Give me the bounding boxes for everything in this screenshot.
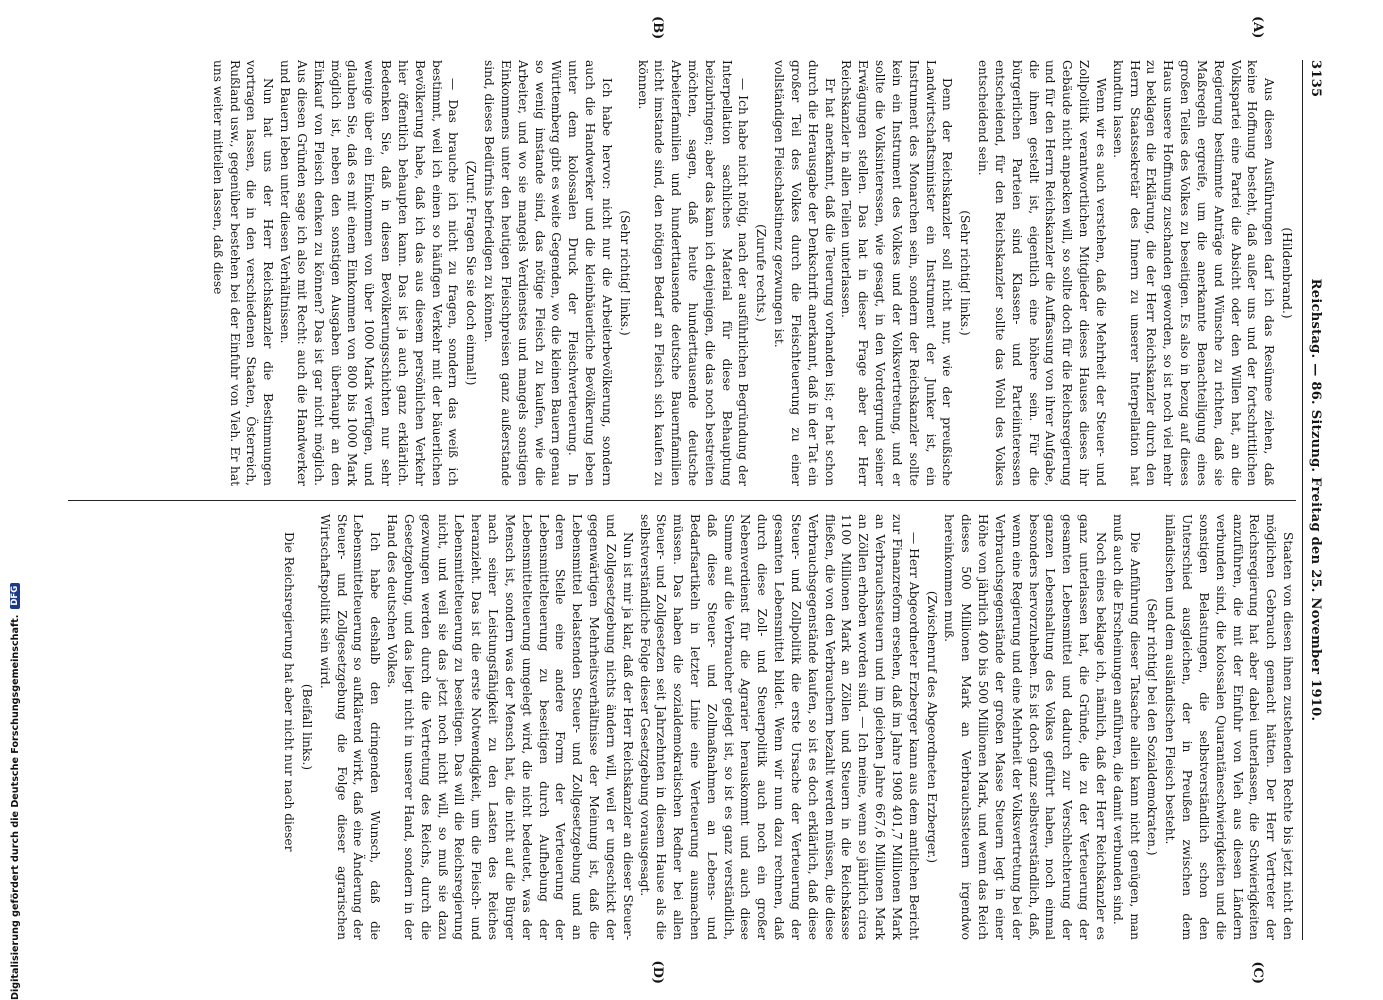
margin-marker-b: (B) bbox=[650, 16, 665, 40]
paragraph: — Das brauche ich nicht zu fragen, sondern das weiß ich bestimmt, weil ich einen so häufigen Verkehr mit der bäuerlichen Bevölkerung habe, daß ich das aus diesem persönlichen Verkehr hier öffentlich behaupten kann. Das ist ja auch ganz erklärlich. Bedenken Sie, daß in diesen Bevölkerungsschichten nur sehr wenige über ein Einkommen von über 1000 Mark verfügen, und glauben Sie, daß es mit einem Einkommen von 800 bis 1000 Mark möglich ist, neben den sonstigen Ausgaben überhaupt an den Einkauf von Fleisch denken zu können? Das ist gar nicht möglich. Aus diesen Gründen sage ich also mit Recht: auch die Handwerker und Bauern leben unter diesen Verhältnissen. bbox=[278, 60, 461, 486]
page-header bbox=[1302, 60, 1327, 940]
dfg-logo: DFG bbox=[10, 583, 20, 609]
interjection: (Sehr richtig! links.) bbox=[958, 210, 973, 336]
paragraph: Ich habe hervor: nicht nur die Arbeiterbevölkerung, sondern auch die Handwerker und die kleinbäuerliche Bevölkerung leben unter dem kolossalen Druck der Fleischverteuerung. In Württemberg gibt es weite Gegenden, wo die kleinen Bauern genau so wenig imstande sind, das nötige Fleisch zu kaufen, wie die Arbeiter, und wo sie mangels Verdienstes und mangels sonstigen Einkommens unter den heutigen Fleischpreisen ganz außerstande sind, dieses Bedürfnis befriedigen zu können. bbox=[482, 60, 614, 486]
paragraph: Ich habe deshalb den dringenden Wunsch, daß die Lebensmittelteuerung so aufklärend wirkt, daß eine Änderung der Steuer- und Zollgesetzgebung die Folge dieser agrarischen Wirtschaftspolitik sein wird. bbox=[317, 514, 383, 940]
margin-marker-d: (D) bbox=[650, 960, 665, 984]
interjection: (Sehr richtig! links.) bbox=[617, 210, 632, 336]
paragraph: Aus diesen Ausführungen darf ich das Resümee ziehen, daß keine Hoffnung besteht, daß außer uns und der fortschrittlichen Volkspartei eine Partei die Absicht oder den Willen hat, an die Regierung bestimmte Anträge und Wünsche zu richten, daß sie Maßregeln ergreife, um die anerkannte Benachteiligung eines großen Teiles des Volkes zu beseitigen. Es also in bezug auf dieses Haus unsere Hoffnung zuschanden geworden, so ist noch viel mehr zu beklagen die Erklärung, die der Herr Reichskanzler durch den Herrn Staatssekretär des Innern zu unserer Interpellation hat kundtun lassen. bbox=[1110, 60, 1277, 486]
credit-text: Digitalisierung gefördert durch die Deutsche Forschungsgemeinschaft. bbox=[10, 614, 21, 1000]
interjection: (Hildenbrand.) bbox=[1280, 227, 1294, 319]
paragraph: Nun ist mir ja klar, daß der Herr Reichskanzler an dieser Steuer- und Zollgesetzgebung nichts ändern will, weil er ungeschickt der gegenwärtigen Mehrheitsverhältnisse der Meinung ist, daß die Lebensmittel belastenden Steuer- und Zollgesetzgebung und an deren Stelle eine andere Form der Verteuerung der Lebensmittelteuerung zu beseitigen durch Aufhebung der Lebensmittelteuerung umgelegt wird, die nicht bedeutet, was der Mensch ist, sondern was der Mensch hat, die nicht auf die Bürger nach seiner Leistungsfähigkeit zu den Lasten des Reiches heranzieht. Das ist die erste Notwendigkeit, um die Fleisch- und Lebensmittelteuerung zu beseitigen. Das will die Reichsregierung nicht, und weil sie das jetzt noch nicht will, so muß sie dazu gezwungen werden durch die Vertretung des Reichs, durch die Gesetzgebung, und das liegt nicht in unserer Hand, sondern in der Hand des deutschen Volkes. bbox=[385, 514, 635, 940]
digitization-credit bbox=[10, 0, 21, 1000]
interjection: (Zuruf: Fragen Sie sie doch einmal!) bbox=[464, 160, 479, 386]
paragraph: Denn der Reichskanzler soll nicht nur, wie der preußische Landwirtschaftsminister ein Instrument der Junker ist, ein Instrument des Monarchen sein, sondern der Reichskanzler sollte kein ein Instrument des Volkes und der Volksvertretung, und er sollte die Volksinteressen, wie gesagt, in den Vordergrund seiner Erwägungen stellen. Das hat in dieser Frage aber der Herr Reichskanzler in allen Teilen unterlassen. bbox=[839, 60, 955, 486]
margin-marker-a: (A) bbox=[1250, 16, 1265, 39]
page-number: 3135 bbox=[1308, 60, 1323, 98]
margin-marker-c: (C) bbox=[1250, 961, 1265, 984]
paragraph: Staaten von diesen ihnen zustehenden Rechte bis jetzt nicht den möglichen Gebrauch gemacht hätten. Der Herr Vertreter der Reichsregierung hat aber dabei unterlassen, die Schwierigkeiten anzuführen, die mit der Einfuhr von Vieh aus diesen Ländern verbunden sind, die kolossalen Quarantäneschwierigkeiten und die sonstigen Belastungen, die selbstverständlich schon den Unterschied ausgleichen, der in Preußen zwischen dem inländischen und dem ausländischen Fleisch besteht. bbox=[1163, 514, 1295, 940]
text-columns bbox=[68, 16, 1296, 984]
right-column bbox=[68, 514, 1296, 940]
paragraph: Er hat anerkannt, daß die Teuerung vorhanden ist; er hat schon durch die Herausgabe der Denkschrift anerkannt, daß in der Tat ein großer Teil des Volkes durch die Fleischteuerung zu einer vollständigen Fleischabstinenz gezwungen ist. bbox=[772, 60, 837, 486]
paragraph: Die Anführung dieser Tatsache allein kann nicht genügen, man muß auch die Erscheinungen anführen, die damit verbunden sind. bbox=[1110, 514, 1142, 940]
interjection: (Sehr richtig! bei den Sozialdemokraten.) bbox=[1145, 598, 1160, 856]
paragraph: Wenn wir es auch verstehen, daß die Mehrheit der Steuer- und Zollpolitik verantwortlichen Mitglieder dieses Hauses dieses ihr Gebäude nicht anpacken will, so sollte doch für die Reichsregierung und für den Herrn Reichskanzler die Auffassung von ihrer Aufgabe, die ihnen gestellt ist, eigentlich eine höhere sein. Für die bürgerlichen Parteien sind Klassen- und Parteiinteressen entscheidend, für den Reichskanzler sollte das Wohl des Volkes entscheidend sein. bbox=[976, 60, 1108, 486]
paragraph: — Ich habe nicht nötig, nach der ausführlichen Begründung der Interpellation sachliches Material für diese Behauptung beizubringen; aber das kann ich denjenigen, die das noch bestreiten möchten, sagen, daß heute hunderttausende deutsche Arbeiterfamilien und hunderttausende deutsche Bauernfamilien nicht imstande sind, den nötigen Bedarf an Fleisch sich kaufen zu können. bbox=[635, 60, 751, 486]
paragraph: Noch eines beklage ich, nämlich, daß der Herr Reichskanzler es ganz unterlassen hat, die Gründe, die zu der Verteuerung der gesamten Lebensmittel und dadurch zur Verschlechterung der ganzen Lebenshaltung des Volkes geführt haben, noch einmal besonders hervorzuheben. Es ist doch ganz selbstverständlich, daß, wenn eine Regierung und eine Mehrheit der Volksvertretung bei der Verbrauchsgegenstände der großen Masse Steuern legt in einer Höhe von jährlich 400 bis 500 Millionen Mark, und wenn das Reich dieses 500 Millionen Mark an Verbrauchssteuern irgendwo hereinkommen muß. bbox=[942, 514, 1108, 940]
interjection: (Beifall links.) bbox=[299, 683, 314, 771]
interjection: (Zurufe rechts.) bbox=[754, 224, 769, 322]
paragraph: — Herr Abgeordneter Erzberger kann aus dem amtlichen Bericht zur Finanzreform ersehen, daß im Jahre 1908 401,7 Millionen Mark an Verbrauchssteuern und im gleichen Jahre 667,6 Millionen Mark an Zöllen erhoben worden sind. — Ich meine, wenn so jährlich circa 1100 Millionen Mark an Zöllen und Steuern in die Reichskasse fließen, die von den Verbrauchern bezahlt werden müssen, die diese Verbrauchsgegenstände kaufen, so ist es doch erklärlich, daß diese Steuer- und Zollpolitik die erste Ursache der Verteuerung der gesamten Lebensmittel bildet. Wenn wir nun dazu rechnen, daß durch diese Zoll- und Steuerpolitik auch noch ein großer Nebenverdienst für die Agrarier herauskommt und auch diese Summe auf die Verbraucher gelegt ist, so ist es ganz verständlich, daß diese Steuer- und Zollmaßnahmen an Lebens- und Bedarfsartikeln in letzter Linie eine Verteuerung ausmachen müssen. Das haben die sozialdemokratischen Redner bei allen Steuer- und Zollgesetzen seit Jahrzehnten in diesem Hause als die selbstverständliche Folge dieser Gesetzgebung vorausgesagt. bbox=[637, 514, 921, 940]
column-divider bbox=[68, 500, 1296, 501]
left-column bbox=[68, 60, 1296, 486]
header-title: Reichstag. — 86. Sitzung. Freitag den 25. November 1910. bbox=[1308, 278, 1323, 722]
paragraph: Nun hat uns der Herr Reichskanzler die Bestimmungen vortragen lassen, die in den verschiedenen Staaten, Österreich, Rußland usw., gegenüber bestehen bei der Einfuhr von Vieh. Er hat uns weiter mitteilen lassen, daß diese bbox=[210, 60, 276, 486]
interjection: (Zwischenruf des Abgeordneten Erzberger.) bbox=[924, 590, 939, 864]
paragraph: Die Reichsregierung hat aber nicht nur nach dieser bbox=[282, 532, 297, 852]
